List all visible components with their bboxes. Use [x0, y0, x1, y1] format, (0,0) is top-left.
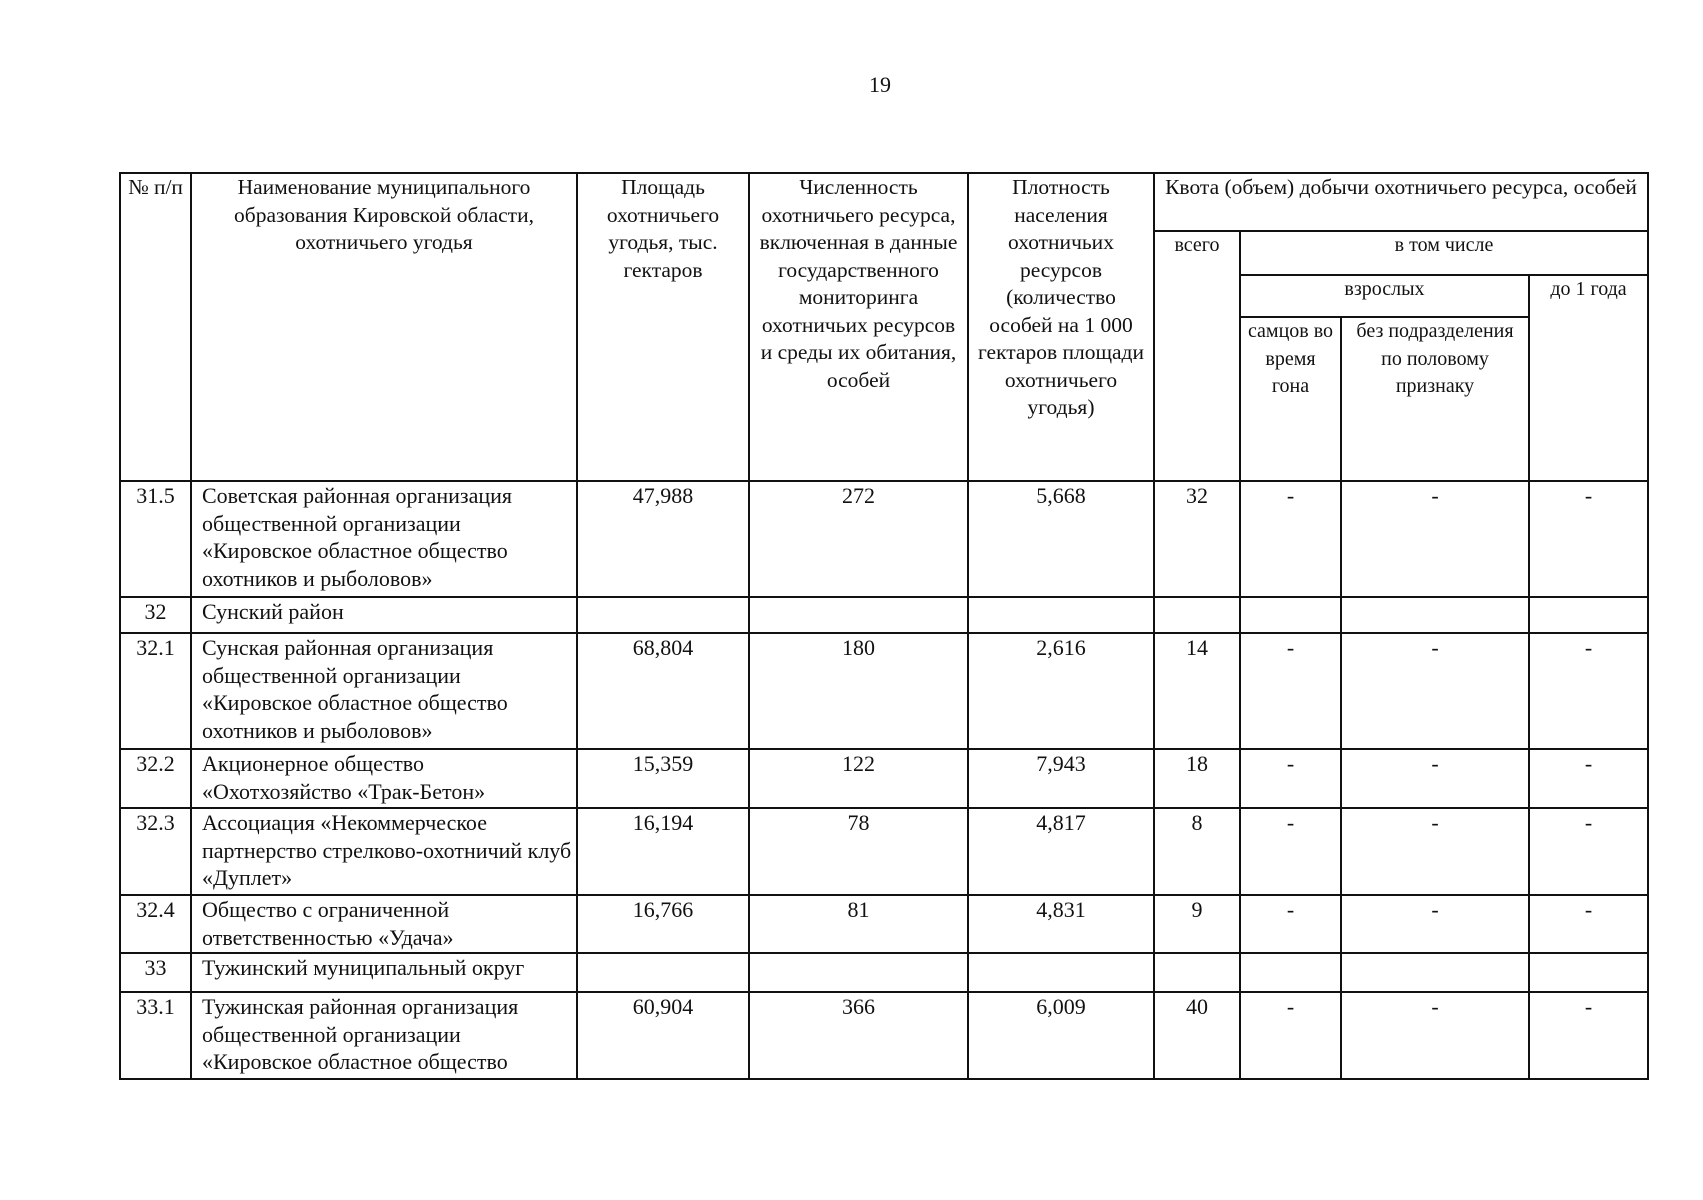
row-young: - — [1529, 481, 1648, 597]
row-young: - — [1529, 895, 1648, 953]
row-density — [968, 953, 1154, 992]
row-total — [1154, 953, 1240, 992]
row-young — [1529, 597, 1648, 633]
row-total: 32 — [1154, 481, 1240, 597]
row-males: - — [1240, 895, 1341, 953]
row-count: 366 — [749, 992, 968, 1079]
row-total — [1154, 597, 1240, 633]
row-density: 4,831 — [968, 895, 1154, 953]
row-count: 180 — [749, 633, 968, 749]
row-total: 8 — [1154, 808, 1240, 895]
row-num: 32.1 — [120, 633, 191, 749]
row-nosex: - — [1341, 895, 1529, 953]
row-num: 31.5 — [120, 481, 191, 597]
row-count: 272 — [749, 481, 968, 597]
row-name: Сунский район — [191, 597, 577, 633]
row-total: 40 — [1154, 992, 1240, 1079]
table-row — [120, 633, 1648, 749]
row-total: 14 — [1154, 633, 1240, 749]
row-num: 32.2 — [120, 749, 191, 808]
header-num: № п/п — [120, 173, 191, 481]
row-density: 5,668 — [968, 481, 1154, 597]
row-name: Акционерное общество «Охотхозяйство «Трак-Бетон» — [191, 749, 577, 808]
table-row — [120, 953, 1648, 992]
row-count — [749, 953, 968, 992]
row-count — [749, 597, 968, 633]
row-young: - — [1529, 633, 1648, 749]
row-density: 6,009 — [968, 992, 1154, 1079]
row-males — [1240, 597, 1341, 633]
row-count: 122 — [749, 749, 968, 808]
table-row — [120, 481, 1648, 597]
row-young: - — [1529, 992, 1648, 1079]
row-num: 32.4 — [120, 895, 191, 953]
row-name: Тужинский муниципальный округ — [191, 953, 577, 992]
row-area: 60,904 — [577, 992, 749, 1079]
row-name: Тужинская районная организация общественной организации «Кировское областное общество — [191, 992, 577, 1079]
header-including: в том числе — [1240, 231, 1648, 275]
header-adults: взрослых — [1240, 275, 1529, 317]
row-nosex: - — [1341, 808, 1529, 895]
row-name: Общество с ограниченной ответственностью «Удача» — [191, 895, 577, 953]
row-name: Советская районная организация общественной организации «Кировское областное общество охотников и рыболовов» — [191, 481, 577, 597]
row-name: Ассоциация «Некоммерческое партнерство стрелково-охотничий клуб «Дуплет» — [191, 808, 577, 895]
row-nosex — [1341, 953, 1529, 992]
row-count: 81 — [749, 895, 968, 953]
row-area: 15,359 — [577, 749, 749, 808]
row-total: 18 — [1154, 749, 1240, 808]
header-quota: Квота (объем) добычи охотничьего ресурса, особей — [1154, 173, 1648, 231]
row-area: 16,194 — [577, 808, 749, 895]
row-count: 78 — [749, 808, 968, 895]
row-density: 7,943 — [968, 749, 1154, 808]
table-row — [120, 808, 1648, 895]
row-nosex: - — [1341, 992, 1529, 1079]
table-row — [120, 992, 1648, 1079]
row-area: 16,766 — [577, 895, 749, 953]
row-num: 32 — [120, 597, 191, 633]
header-density: Плотность населения охотничьих ресурсов (количество особей на 1 000 гектаров площади охотничьего угодья) — [968, 173, 1154, 481]
header-area: Площадь охотничьего угодья, тыс. гектаров — [577, 173, 749, 481]
page-number: 19 — [869, 72, 891, 97]
row-name: Сунская районная организация общественной организации «Кировское областное общество охотников и рыболовов» — [191, 633, 577, 749]
quota-table — [119, 172, 1649, 1080]
header-count: Численность охотничьего ресурса, включенная в данные государственного мониторинга охотничьих ресурсов и среды их обитания, особей — [749, 173, 968, 481]
row-total: 9 — [1154, 895, 1240, 953]
row-nosex — [1341, 597, 1529, 633]
row-nosex: - — [1341, 633, 1529, 749]
table-row — [120, 597, 1648, 633]
row-males: - — [1240, 992, 1341, 1079]
row-young: - — [1529, 808, 1648, 895]
row-area — [577, 953, 749, 992]
row-nosex: - — [1341, 481, 1529, 597]
row-young: - — [1529, 749, 1648, 808]
header-males-rut: самцов во время гона — [1240, 317, 1341, 481]
header-under-one: до 1 года — [1529, 275, 1648, 481]
row-density: 2,616 — [968, 633, 1154, 749]
row-area — [577, 597, 749, 633]
header-total: всего — [1154, 231, 1240, 481]
table-row — [120, 895, 1648, 953]
row-nosex: - — [1341, 749, 1529, 808]
row-density — [968, 597, 1154, 633]
row-area: 47,988 — [577, 481, 749, 597]
row-num: 33.1 — [120, 992, 191, 1079]
table-row — [120, 749, 1648, 808]
row-density: 4,817 — [968, 808, 1154, 895]
header-no-sex: без подразделения по половому признаку — [1341, 317, 1529, 481]
row-young — [1529, 953, 1648, 992]
row-males: - — [1240, 749, 1341, 808]
row-males: - — [1240, 808, 1341, 895]
row-males — [1240, 953, 1341, 992]
row-num: 32.3 — [120, 808, 191, 895]
header-name: Наименование муниципального образования Кировской области, охотничьего угодья — [191, 173, 577, 481]
row-num: 33 — [120, 953, 191, 992]
row-males: - — [1240, 481, 1341, 597]
row-area: 68,804 — [577, 633, 749, 749]
row-males: - — [1240, 633, 1341, 749]
